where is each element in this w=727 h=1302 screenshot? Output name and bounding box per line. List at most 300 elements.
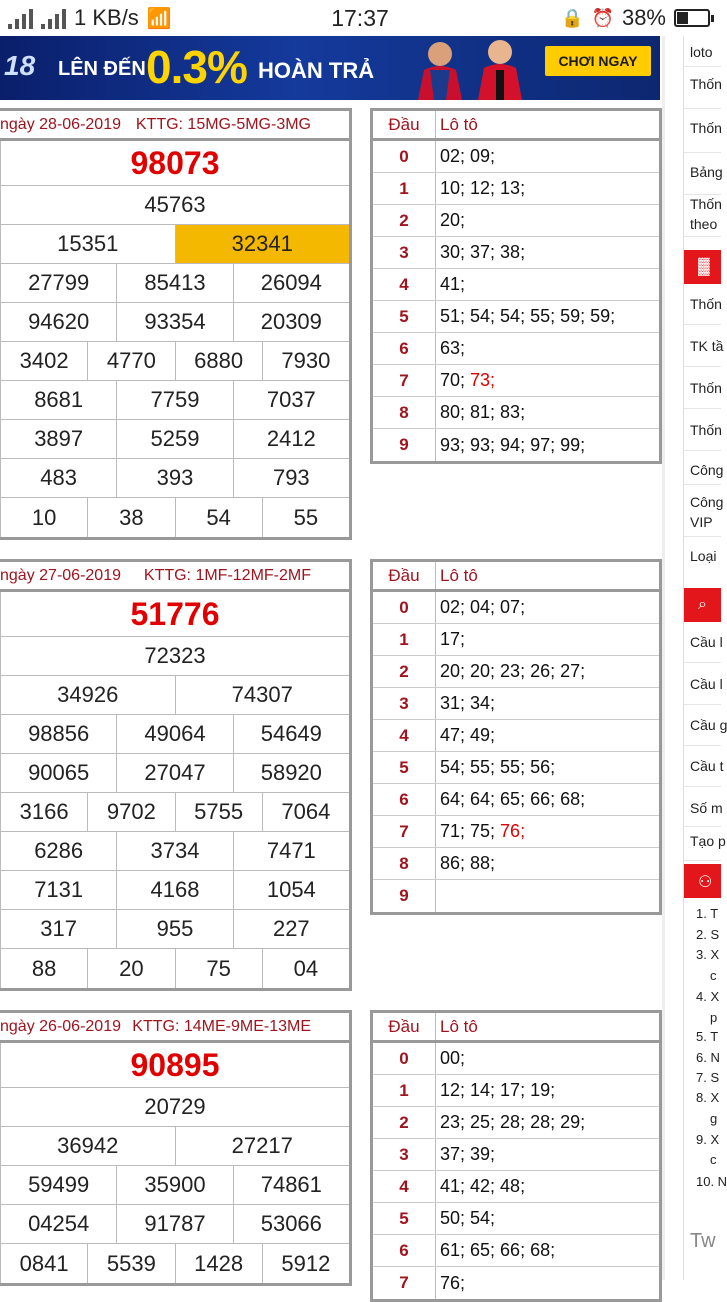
loto-values [436, 688, 659, 719]
prize-number: 26094 [233, 264, 349, 302]
loto-values [436, 1043, 659, 1074]
sidebar-link[interactable]: Bảng [690, 164, 723, 180]
prize-number: 20729 [0, 1088, 349, 1126]
loto-table [370, 559, 662, 915]
sidebar-link[interactable]: Loại [690, 548, 717, 564]
result-header [0, 562, 349, 592]
sidebar-list-item[interactable]: 7. S [696, 1070, 720, 1085]
prize-number: 53066 [233, 1205, 349, 1243]
loto-head-digit: 0 [373, 1043, 436, 1074]
prize-row [0, 186, 349, 225]
loto-row [373, 848, 659, 880]
prize-row [0, 381, 349, 420]
loto-values-text: 63; [440, 338, 466, 358]
loto-values-text: 93; 93; 94; 97; 99; [440, 434, 586, 455]
prize-number: 6880 [175, 342, 262, 380]
banner-suffix: HOÀN TRẢ [258, 58, 375, 83]
sidebar-link[interactable]: Cầu t [690, 758, 724, 774]
prize-number: 93354 [116, 303, 232, 341]
result-date: ngày 28-06-2019 [0, 115, 121, 133]
sidebar-list-item[interactable]: 5. T [696, 1029, 719, 1044]
sidebar-link[interactable]: theo [690, 216, 718, 232]
prize-number: 90065 [0, 754, 116, 792]
sidebar-section-header [684, 250, 721, 284]
sidebar-link[interactable]: Thốn [690, 422, 722, 438]
scroll-track [662, 36, 665, 1280]
loto-special-value: 76; [500, 821, 526, 841]
prize-number: 59499 [0, 1166, 116, 1204]
prize-number: 7064 [262, 793, 349, 831]
sidebar-link[interactable]: Thốn [690, 380, 722, 396]
sidebar-divider [684, 662, 721, 663]
loto-head-digit: 3 [373, 237, 436, 268]
special-prize-row [0, 1043, 349, 1088]
result-kttg: KTTG: 15MG-5MG-3MG [135, 115, 311, 133]
prize-row [0, 459, 349, 498]
loto-row [373, 173, 659, 205]
loto-values-text: 41; 42; 48; [440, 1176, 526, 1196]
loto-values-text: 23; 25; 28; 28; 29; [440, 1112, 586, 1132]
loto-head-digit: 9 [373, 429, 436, 461]
prize-number: 74861 [233, 1166, 349, 1204]
result-header [0, 1013, 349, 1043]
status-right [561, 5, 710, 31]
sidebar-link[interactable]: Công [690, 462, 724, 478]
prize-row [0, 420, 349, 459]
loto-values-text: 37; 39; [440, 1144, 496, 1164]
prize-number: 3402 [0, 342, 87, 380]
loto-row [373, 1139, 659, 1171]
result-table [0, 108, 352, 540]
loto-values [436, 301, 659, 332]
result-table [0, 559, 352, 991]
prize-number: 2412 [233, 420, 349, 458]
loto-values [436, 1171, 659, 1202]
loto-row [373, 816, 659, 848]
sidebar-list-item[interactable]: c [710, 968, 717, 983]
loto-header-dau: Đầu [373, 1013, 436, 1040]
loto-header-dau: Đầu [373, 111, 436, 138]
loto-values [436, 141, 659, 172]
prize-number: 94620 [0, 303, 116, 341]
loto-head-digit: 9 [373, 880, 436, 912]
loto-row [373, 752, 659, 784]
loto-header [373, 1013, 659, 1043]
prize-number: 7930 [262, 342, 349, 380]
lock-rotation-icon: 🔒 [561, 7, 584, 28]
sidebar-list-item[interactable]: 6. N [696, 1050, 720, 1065]
net-speed: 1 KB/s [74, 5, 139, 30]
loto-values-text: 71; 75; [440, 821, 501, 841]
prize-number: 7471 [233, 832, 349, 870]
sidebar-link[interactable]: Cầu l [690, 676, 723, 692]
prize-number: 7759 [116, 381, 232, 419]
sidebar-link[interactable]: Cầu l [690, 634, 723, 650]
sidebar-divider [684, 786, 721, 787]
loto-row [373, 1267, 659, 1299]
sidebar-divider [684, 408, 721, 409]
prize-number: 04 [262, 949, 349, 988]
result-table [0, 1010, 352, 1286]
loto-head-digit: 4 [373, 1171, 436, 1202]
loto-header [373, 562, 659, 592]
prize-number: 3734 [116, 832, 232, 870]
sidebar-divider [684, 860, 721, 861]
prize-number: 45763 [0, 186, 349, 224]
loto-row [373, 720, 659, 752]
loto-values [436, 624, 659, 655]
prize-row [0, 498, 349, 537]
loto-head-digit: 3 [373, 688, 436, 719]
loto-values [436, 1235, 659, 1266]
sidebar-divider [684, 704, 721, 705]
prize-row [0, 910, 349, 949]
prize-row [0, 1088, 349, 1127]
prize-number: 7131 [0, 871, 116, 909]
prize-number: 6286 [0, 832, 116, 870]
sidebar-divider [684, 536, 721, 537]
special-prize-row [0, 141, 349, 186]
prize-number: 4168 [116, 871, 232, 909]
loto-values-text: 30; 37; 38; [440, 242, 526, 262]
sidebar-link[interactable]: VIP [690, 514, 713, 530]
loto-row [373, 1075, 659, 1107]
loto-row [373, 688, 659, 720]
sidebar-divider [684, 324, 721, 325]
loto-values [436, 1139, 659, 1170]
loto-head-digit: 0 [373, 141, 436, 172]
loto-row [373, 333, 659, 365]
loto-values [436, 1107, 659, 1138]
prize-number: 91787 [116, 1205, 232, 1243]
special-prize-row [0, 592, 349, 637]
loto-values-text: 17; [440, 629, 466, 649]
loto-values [436, 269, 659, 300]
sidebar-list-item[interactable]: 10. N [696, 1174, 727, 1189]
sidebar-list-item[interactable]: c [710, 1152, 717, 1167]
users-icon: ⚇ [698, 874, 713, 891]
loto-row [373, 365, 659, 397]
loto-head-digit: 1 [373, 1075, 436, 1106]
sidebar-list-item[interactable]: 2. S [696, 927, 720, 942]
prize-number: 7037 [233, 381, 349, 419]
special-prize: 98073 [0, 141, 349, 185]
result-header [0, 111, 349, 141]
prize-number: 955 [116, 910, 232, 948]
loto-values-text: 20; 20; 23; 26; 27; [440, 661, 586, 681]
prize-number: 5539 [87, 1244, 174, 1283]
loto-row [373, 1107, 659, 1139]
loto-values [436, 720, 659, 751]
loto-values [436, 752, 659, 783]
loto-values-text: 64; 64; 65; 66; 68; [440, 789, 586, 809]
loto-head-digit: 6 [373, 333, 436, 364]
sidebar-link[interactable]: Tạo p [690, 833, 726, 849]
loto-values [436, 237, 659, 268]
loto-row [373, 205, 659, 237]
loto-head-digit: 7 [373, 1267, 436, 1299]
prize-number: 49064 [116, 715, 232, 753]
prize-row [0, 1205, 349, 1244]
bar-chart-icon: ▓ [698, 258, 710, 275]
prize-number: 27217 [175, 1127, 350, 1165]
sidebar-divider [684, 366, 721, 367]
battery-icon [674, 9, 710, 27]
loto-header [373, 111, 659, 141]
sidebar-divider [684, 450, 721, 451]
alarm-icon: ⏰ [591, 7, 614, 28]
loto-values-text: 47; 49; [440, 725, 496, 745]
clock: 17:37 [331, 5, 389, 31]
loto-values [436, 397, 659, 428]
prize-number: 72323 [0, 637, 349, 675]
result-kttg: KTTG: 1MF-12MF-2MF [143, 566, 311, 584]
sidebar-divider [684, 108, 721, 109]
sidebar-divider [684, 66, 721, 67]
sidebar-link[interactable]: Công [690, 494, 724, 510]
loto-head-digit: 8 [373, 397, 436, 428]
prize-number: 35900 [116, 1166, 232, 1204]
loto-values [436, 784, 659, 815]
prize-number: 1428 [175, 1244, 262, 1283]
prize-number: 04254 [0, 1205, 116, 1243]
loto-row [373, 1203, 659, 1235]
prize-number: 793 [233, 459, 349, 497]
sidebar-divider [684, 745, 721, 746]
loto-values-text: 61; 65; 66; 68; [440, 1240, 556, 1260]
banner-percent: 0.3% [146, 41, 247, 93]
loto-head-digit: 7 [373, 816, 436, 847]
sidebar-link[interactable]: TK tầ [690, 338, 724, 354]
loto-values [436, 333, 659, 364]
prize-number: 317 [0, 910, 116, 948]
loto-values [436, 592, 659, 623]
prize-number: 98856 [0, 715, 116, 753]
prize-number: 27799 [0, 264, 116, 302]
prize-row [0, 1166, 349, 1205]
loto-values-text: 02; 09; [440, 146, 496, 166]
prize-number: 4770 [87, 342, 174, 380]
loto-values [436, 205, 659, 236]
loto-head-digit: 4 [373, 720, 436, 751]
prize-number: 32341 [175, 225, 350, 263]
battery-percent: 38% [621, 5, 666, 30]
result-date: ngày 26-06-2019 [0, 1017, 121, 1035]
loto-head-digit: 2 [373, 656, 436, 687]
prize-number: 393 [116, 459, 232, 497]
prize-number: 74307 [175, 676, 350, 714]
prize-row [0, 676, 349, 715]
prize-row [0, 342, 349, 381]
loto-values [436, 880, 659, 912]
sidebar-divider [684, 484, 721, 485]
prize-number: 27047 [116, 754, 232, 792]
sidebar-link[interactable]: Thốn [690, 196, 722, 212]
prize-row [0, 303, 349, 342]
loto-head-digit: 6 [373, 1235, 436, 1266]
right-sidebar [683, 36, 727, 1280]
loto-row [373, 397, 659, 429]
loto-values [436, 1267, 659, 1299]
loto-head-digit: 8 [373, 848, 436, 879]
loto-head-digit: 7 [373, 365, 436, 396]
prize-row [0, 949, 349, 988]
sidebar-list-item[interactable]: g [710, 1111, 718, 1126]
prize-number: 88 [0, 949, 87, 988]
banner-prefix: LÊN ĐẾN [58, 58, 146, 80]
loto-row [373, 656, 659, 688]
play-now-button[interactable]: CHƠI NGAY [545, 46, 651, 76]
sidebar-bottom-widget: Tw [690, 1230, 716, 1252]
loto-row [373, 624, 659, 656]
sidebar-section-header [684, 588, 721, 622]
loto-values-text: 51; 54; 54; 55; 59; 59; [440, 306, 616, 326]
loto-row [373, 592, 659, 624]
loto-values-text: 12; 14; 17; 19; [440, 1080, 556, 1100]
prize-number: 1054 [233, 871, 349, 909]
loto-table [370, 108, 662, 464]
prize-number: 5912 [262, 1244, 349, 1283]
loto-row [373, 1171, 659, 1203]
sidebar-section-header [684, 864, 721, 898]
loto-head-digit: 5 [373, 301, 436, 332]
wifi-icon: 📶 [146, 7, 172, 30]
loto-values [436, 656, 659, 687]
result-date: ngày 27-06-2019 [0, 566, 121, 584]
prize-number: 3166 [0, 793, 87, 831]
prize-number: 36942 [0, 1127, 175, 1165]
sidebar-list-item[interactable]: p [710, 1010, 718, 1025]
loto-special-value: 73; [470, 370, 496, 390]
prize-row [0, 832, 349, 871]
loto-row [373, 1235, 659, 1267]
loto-row [373, 880, 659, 912]
prize-number: 75 [175, 949, 262, 988]
loto-head-digit: 3 [373, 1139, 436, 1170]
loto-head-digit: 6 [373, 784, 436, 815]
search-icon: ⌕ [698, 596, 707, 613]
prize-number: 8681 [0, 381, 116, 419]
loto-values-text: 00; [440, 1048, 466, 1068]
loto-values-text: 02; 04; 07; [440, 597, 526, 617]
loto-head-digit: 2 [373, 205, 436, 236]
prize-row [0, 225, 349, 264]
prize-number: 38 [87, 498, 174, 537]
prize-number: 20 [87, 949, 174, 988]
sidebar-list-item[interactable]: 8. X [696, 1090, 720, 1105]
loto-row [373, 784, 659, 816]
prize-number: 10 [0, 498, 87, 537]
prize-row [0, 1244, 349, 1283]
prize-number: 34926 [0, 676, 175, 714]
loto-values-text: 54; 55; 55; 56; [440, 757, 556, 777]
sidebar-link[interactable]: loto [690, 44, 713, 60]
prize-row [0, 1127, 349, 1166]
prize-row [0, 871, 349, 910]
sidebar-list-item[interactable]: 1. T [696, 906, 719, 921]
loto-header-loto: Lô tô [440, 114, 478, 134]
banner-players-image [400, 36, 540, 100]
loto-values-text: 86; 88; [440, 853, 496, 873]
prize-number: 54 [175, 498, 262, 537]
loto-values [436, 365, 659, 396]
loto-head-digit: 0 [373, 592, 436, 623]
loto-values-text: 20; [440, 210, 466, 230]
loto-head-digit: 5 [373, 1203, 436, 1234]
banner-logo: 18 [4, 50, 36, 81]
loto-table [370, 1010, 662, 1302]
loto-head-digit: 1 [373, 173, 436, 204]
loto-values [436, 429, 659, 461]
prize-row [0, 715, 349, 754]
loto-header-loto: Lô tô [440, 565, 478, 585]
prize-number: 227 [233, 910, 349, 948]
sidebar-list-item[interactable]: 9. X [696, 1132, 720, 1147]
prize-row [0, 264, 349, 303]
sidebar-link[interactable]: Thốn [690, 120, 722, 136]
prize-number: 20309 [233, 303, 349, 341]
loto-values-text: 76; [440, 1272, 466, 1293]
loto-row [373, 141, 659, 173]
loto-values-text: 31; 34; [440, 693, 496, 713]
prize-number: 15351 [0, 225, 175, 263]
loto-row [373, 269, 659, 301]
loto-values-text: 70; [440, 370, 471, 390]
loto-row [373, 237, 659, 269]
loto-values-text: 80; 81; 83; [440, 402, 526, 422]
sidebar-link[interactable]: Thốn [690, 296, 722, 312]
special-prize: 51776 [0, 592, 349, 636]
sidebar-divider [684, 152, 721, 153]
loto-head-digit: 1 [373, 624, 436, 655]
prize-number: 85413 [116, 264, 232, 302]
sidebar-divider [684, 236, 721, 237]
promo-banner[interactable] [0, 36, 660, 100]
loto-row [373, 301, 659, 333]
loto-values [436, 1075, 659, 1106]
prize-number: 3897 [0, 420, 116, 458]
sidebar-divider [684, 194, 721, 195]
sidebar-list-item[interactable]: 4. X [696, 989, 720, 1004]
loto-values [436, 848, 659, 879]
prize-row [0, 637, 349, 676]
prize-number: 483 [0, 459, 116, 497]
loto-values-text: 10; 12; 13; [440, 178, 526, 198]
loto-values-text: 50; 54; [440, 1208, 496, 1228]
loto-header-dau: Đầu [373, 562, 436, 589]
prize-number: 58920 [233, 754, 349, 792]
loto-values [436, 173, 659, 204]
loto-head-digit: 2 [373, 1107, 436, 1138]
loto-values [436, 816, 659, 847]
prize-row [0, 754, 349, 793]
loto-row [373, 429, 659, 461]
loto-header-loto: Lô tô [440, 1016, 478, 1036]
loto-values [436, 1203, 659, 1234]
prize-number: 5259 [116, 420, 232, 458]
sidebar-link[interactable]: Cầu g [690, 717, 727, 733]
prize-number: 9702 [87, 793, 174, 831]
prize-row [0, 793, 349, 832]
special-prize: 90895 [0, 1043, 349, 1087]
prize-number: 54649 [233, 715, 349, 753]
sidebar-link[interactable]: Số m [690, 800, 723, 816]
sidebar-list-item[interactable]: 3. X [696, 947, 720, 962]
sidebar-link[interactable]: Thốn [690, 76, 722, 92]
sidebar-divider [684, 826, 721, 827]
loto-values-text: 41; [440, 274, 466, 294]
loto-head-digit: 4 [373, 269, 436, 300]
